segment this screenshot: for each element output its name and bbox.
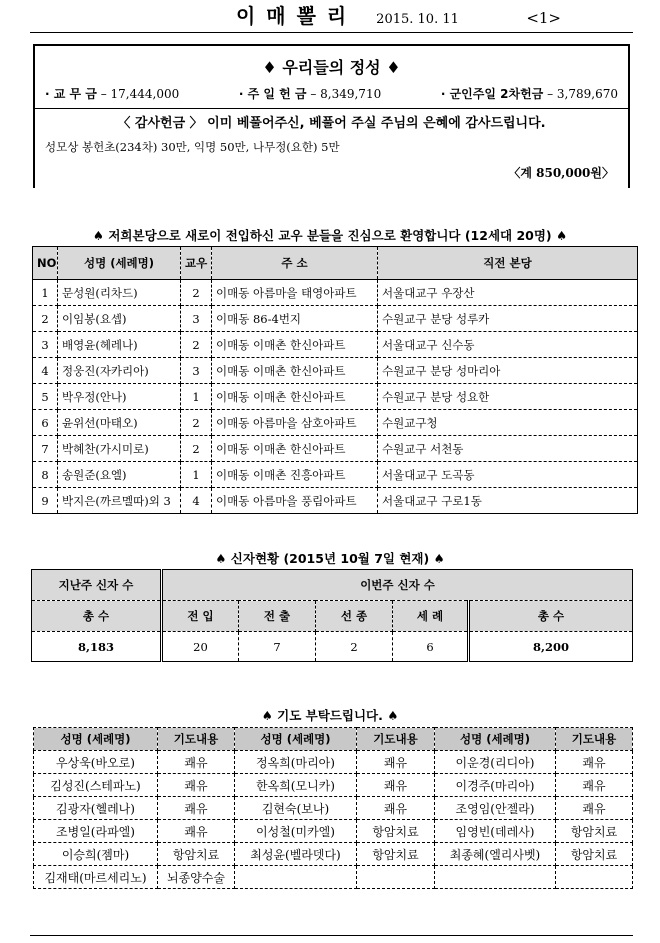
footer-divider xyxy=(30,935,633,936)
table-cell: 2 xyxy=(181,410,212,436)
table-cell: 김광자(헬레나) xyxy=(34,797,158,820)
table-cell: 6 xyxy=(33,410,58,436)
table-cell: 이임봉(요셉) xyxy=(58,306,181,332)
offering-box xyxy=(33,44,630,188)
table-cell: 쾌유 xyxy=(158,774,235,797)
table-cell: 쾌유 xyxy=(158,797,235,820)
offering-label: · 주 일 헌 금 xyxy=(238,87,307,101)
column-header: 전 출 xyxy=(239,601,316,632)
table-cell: 수원교구청 xyxy=(378,410,638,436)
table-cell: 항암치료 xyxy=(357,843,435,866)
bulletin-header xyxy=(30,0,633,30)
header-divider xyxy=(30,32,633,33)
table-cell: 박지은(까르멜따)외 3 xyxy=(58,488,181,514)
table-cell: 수원교구 분당 성마리아 xyxy=(378,358,638,384)
table-cell xyxy=(235,866,357,889)
column-header: NO xyxy=(33,247,58,280)
table-cell: 이성철(미카엘) xyxy=(235,820,357,843)
column-header: 선 종 xyxy=(316,601,393,632)
table-cell: 배영윤(헤레나) xyxy=(58,332,181,358)
table-cell: 8 xyxy=(33,462,58,488)
table-cell: 1 xyxy=(181,384,212,410)
table-cell: 2 xyxy=(181,436,212,462)
table-cell: 서울대교구 구로1동 xyxy=(378,488,638,514)
table-row xyxy=(33,384,638,410)
count-value: 8,183 xyxy=(32,632,162,662)
table-cell: 김현숙(보나) xyxy=(235,797,357,820)
table-cell: 박혜찬(가시미로) xyxy=(58,436,181,462)
table-cell: 뇌종양수술 xyxy=(158,866,235,889)
offering-value: – 3,789,670 xyxy=(547,87,618,101)
table-cell: 정옥희(마리아) xyxy=(235,751,357,774)
table-cell: 항암치료 xyxy=(357,820,435,843)
table-cell: 윤위선(마태오) xyxy=(58,410,181,436)
prayer-heading: ♠ 기도 부탁드립니다. ♠ xyxy=(261,708,399,723)
table-row xyxy=(33,358,638,384)
column-header: 기도내용 xyxy=(556,728,633,751)
table-row xyxy=(34,866,633,889)
table-cell: 이매동 아름마을 풍림아파트 xyxy=(212,488,378,514)
table-cell: 이매동 아름마을 삼호아파트 xyxy=(212,410,378,436)
table-cell: 서울대교구 도곡동 xyxy=(378,462,638,488)
table-cell xyxy=(357,866,435,889)
prayer-table xyxy=(33,727,633,889)
offering-label: · 군인주일 2차헌금 xyxy=(440,87,544,101)
count-value: 7 xyxy=(239,632,316,662)
table-cell: 항암치료 xyxy=(556,820,633,843)
table-cell: 3 xyxy=(181,358,212,384)
count-value: 6 xyxy=(393,632,469,662)
table-cell: 정웅진(자카리아) xyxy=(58,358,181,384)
table-cell: 수원교구 분당 성요한 xyxy=(378,384,638,410)
column-header: 직전 본당 xyxy=(378,247,638,280)
table-cell: 7 xyxy=(33,436,58,462)
offering-item xyxy=(441,84,618,104)
page-number: <1> xyxy=(526,9,561,27)
table-cell: 쾌유 xyxy=(357,774,435,797)
offering-title: ♦ 우리들의 정성 ♦ xyxy=(262,58,401,77)
table-cell: 2 xyxy=(181,332,212,358)
table-cell: 김성진(스테파노) xyxy=(34,774,158,797)
offering-divider xyxy=(35,108,628,109)
offering-value: – 17,444,000 xyxy=(100,87,180,101)
table-cell: 김재태(마르세리노) xyxy=(34,866,158,889)
table-cell: 쾌유 xyxy=(556,774,633,797)
table-cell: 4 xyxy=(33,358,58,384)
offering-item xyxy=(239,84,381,104)
thanks-heading: 〈 감사헌금 〉 이미 베풀어주신, 베풀어 주실 주님의 은혜에 감사드립니다. xyxy=(117,116,546,131)
last-week-header: 지난주 신자 수 xyxy=(32,570,162,601)
table-row xyxy=(33,280,638,306)
table-row xyxy=(33,462,638,488)
table-cell: 2 xyxy=(33,306,58,332)
table-cell: 서울대교구 신수동 xyxy=(378,332,638,358)
table-cell: 쾌유 xyxy=(158,751,235,774)
table-cell: 이매동 이매촌 한신아파트 xyxy=(212,332,378,358)
this-week-header: 이번주 신자 수 xyxy=(162,570,633,601)
column-header: 성명 (세례명) xyxy=(34,728,158,751)
table-row xyxy=(33,410,638,436)
table-row xyxy=(34,774,633,797)
believers-table xyxy=(31,569,633,662)
table-cell: 이운경(리디아) xyxy=(435,751,556,774)
column-header: 교우 xyxy=(181,247,212,280)
table-cell: 최종혜(엘리사벳) xyxy=(435,843,556,866)
table-cell: 이매동 86-4번지 xyxy=(212,306,378,332)
table-cell: 4 xyxy=(181,488,212,514)
table-cell: 항암치료 xyxy=(556,843,633,866)
table-cell: 수원교구 분당 성루카 xyxy=(378,306,638,332)
column-header: 기도내용 xyxy=(357,728,435,751)
believers-heading: ♠ 신자현황 (2015년 10월 7일 현재) ♠ xyxy=(215,551,445,566)
column-header: 세 례 xyxy=(393,601,469,632)
table-cell: 조영임(안젤라) xyxy=(435,797,556,820)
table-cell: 9 xyxy=(33,488,58,514)
column-header: 성명 (세례명) xyxy=(235,728,357,751)
table-cell: 이승희(젬마) xyxy=(34,843,158,866)
table-cell: 2 xyxy=(181,280,212,306)
table-cell: 쾌유 xyxy=(556,797,633,820)
table-cell: 송원준(요엘) xyxy=(58,462,181,488)
table-cell: 박우정(안나) xyxy=(58,384,181,410)
table-row xyxy=(34,843,633,866)
table-cell: 수원교구 서천동 xyxy=(378,436,638,462)
column-header: 총 수 xyxy=(32,601,162,632)
table-row xyxy=(33,332,638,358)
count-value: 20 xyxy=(162,632,239,662)
table-cell: 1 xyxy=(181,462,212,488)
count-value: 8,200 xyxy=(533,639,570,654)
count-value: 2 xyxy=(316,632,393,662)
table-cell: 쾌유 xyxy=(357,797,435,820)
newcomers-heading: ♠ 저희본당으로 새로이 전입하신 교우 분들을 진심으로 환영합니다 (12세대 20명) ♠ xyxy=(92,228,568,243)
bulletin-date: 2015. 10. 11 xyxy=(376,12,459,27)
offering-item xyxy=(45,84,179,104)
table-cell: 항암치료 xyxy=(158,843,235,866)
table-cell: 문성원(리차드) xyxy=(58,280,181,306)
table-cell: 1 xyxy=(33,280,58,306)
table-cell: 한옥희(모니카) xyxy=(235,774,357,797)
column-header: 성명 (세례명) xyxy=(435,728,556,751)
table-cell: 쾌유 xyxy=(158,820,235,843)
column-header: 기도내용 xyxy=(158,728,235,751)
table-row xyxy=(33,436,638,462)
table-cell: 이매동 아름마을 태영아파트 xyxy=(212,280,378,306)
table-row xyxy=(33,488,638,514)
table-cell: 이매동 이매촌 한신아파트 xyxy=(212,384,378,410)
table-cell: 5 xyxy=(33,384,58,410)
table-cell: 3 xyxy=(181,306,212,332)
column-header: 총 수 xyxy=(469,601,633,632)
donor-list: 성모상 봉헌초(234차) 30만, 익명 50만, 나무정(요한) 5만 xyxy=(45,140,340,154)
table-cell: 임영빈(데레사) xyxy=(435,820,556,843)
table-row xyxy=(34,751,633,774)
newcomers-table xyxy=(32,246,638,514)
table-row xyxy=(34,820,633,843)
table-cell: 이경주(마리아) xyxy=(435,774,556,797)
table-cell: 우상욱(바오로) xyxy=(34,751,158,774)
table-cell: 3 xyxy=(33,332,58,358)
offering-value: – 8,349,710 xyxy=(310,87,382,101)
table-cell: 조병일(라파엘) xyxy=(34,820,158,843)
table-cell: 서울대교구 우장산 xyxy=(378,280,638,306)
table-cell: 최성윤(벨라뎃다) xyxy=(235,843,357,866)
table-cell: 쾌유 xyxy=(357,751,435,774)
offering-amounts xyxy=(35,84,628,104)
table-cell xyxy=(435,866,556,889)
offering-label: · 교 무 금 xyxy=(45,87,97,101)
table-cell: 이매동 이매촌 한신아파트 xyxy=(212,436,378,462)
bulletin-title: 이 매 뽈 리 xyxy=(236,4,349,28)
table-cell xyxy=(556,866,633,889)
column-header: 전 입 xyxy=(162,601,239,632)
table-cell: 이매동 이매촌 진흥아파트 xyxy=(212,462,378,488)
table-cell: 쾌유 xyxy=(556,751,633,774)
column-header: 성명 (세례명) xyxy=(58,247,181,280)
table-cell: 이매동 이매촌 한신아파트 xyxy=(212,358,378,384)
thanks-total: 〈계 850,000원〉 xyxy=(508,166,614,180)
column-header: 주 소 xyxy=(212,247,378,280)
table-row xyxy=(34,797,633,820)
table-row xyxy=(33,306,638,332)
